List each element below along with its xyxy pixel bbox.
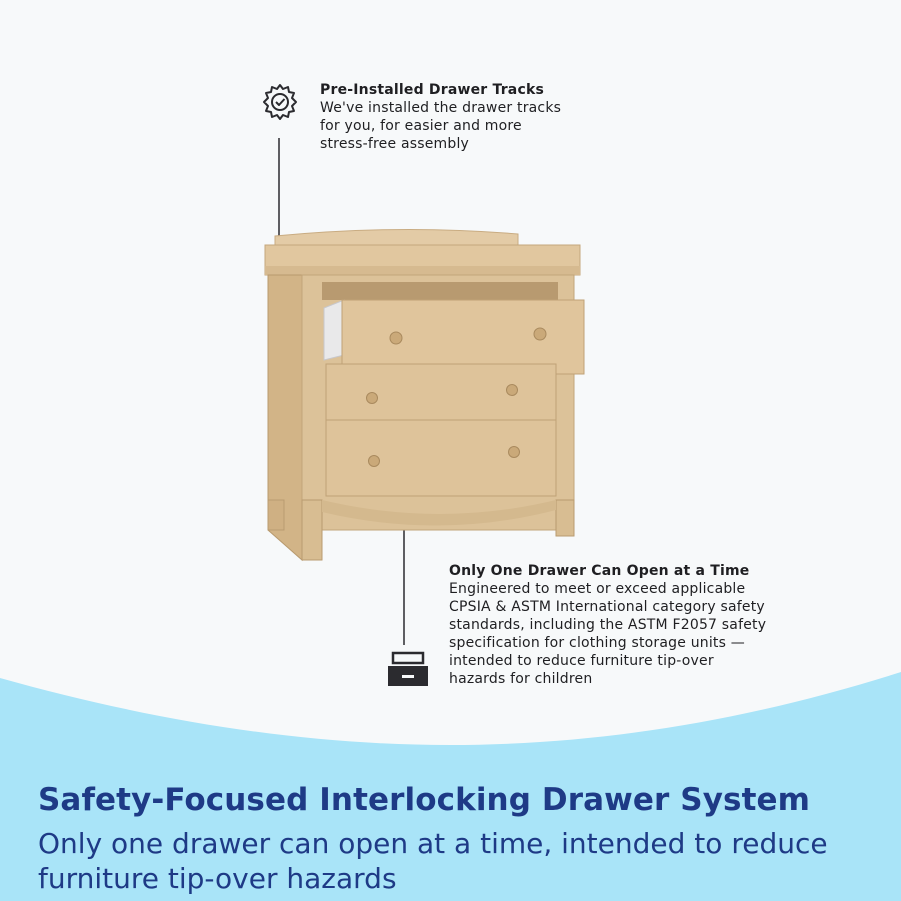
callout-text-line: CPSIA & ASTM International category safety — [449, 599, 765, 615]
headline: Safety-Focused Interlocking Drawer System — [38, 782, 811, 818]
callout-text-line: hazards for children — [449, 671, 593, 687]
closed-drawer — [326, 420, 556, 496]
callout-text-line: specification for clothing storage units — — [449, 635, 745, 651]
callout-text-line: Engineered to meet or exceed applicable — [449, 581, 746, 597]
callout-text-line: stress-free assembly — [320, 136, 470, 152]
subheadline: Only one drawer can open at a time, intended to reduce furniture tip-over hazards — [38, 827, 828, 895]
dresser — [265, 229, 584, 560]
gear-check-icon — [260, 82, 300, 122]
callout-title: Pre-Installed Drawer Tracks — [320, 82, 544, 98]
callout-text-line: for you, for easier and more — [320, 118, 522, 134]
callout-text-line: intended to reduce furniture tip-over — [449, 653, 714, 669]
callout-text-line: We've installed the drawer tracks — [320, 100, 562, 116]
callout-drawer-tracks — [320, 81, 600, 153]
open-drawer-icon — [386, 650, 430, 690]
callout-one-drawer — [449, 562, 809, 688]
callout-title: Only One Drawer Can Open at a Time — [449, 563, 750, 579]
open-drawer — [342, 300, 584, 374]
callout-text-line: standards, including the ASTM F2057 safety — [449, 617, 767, 633]
